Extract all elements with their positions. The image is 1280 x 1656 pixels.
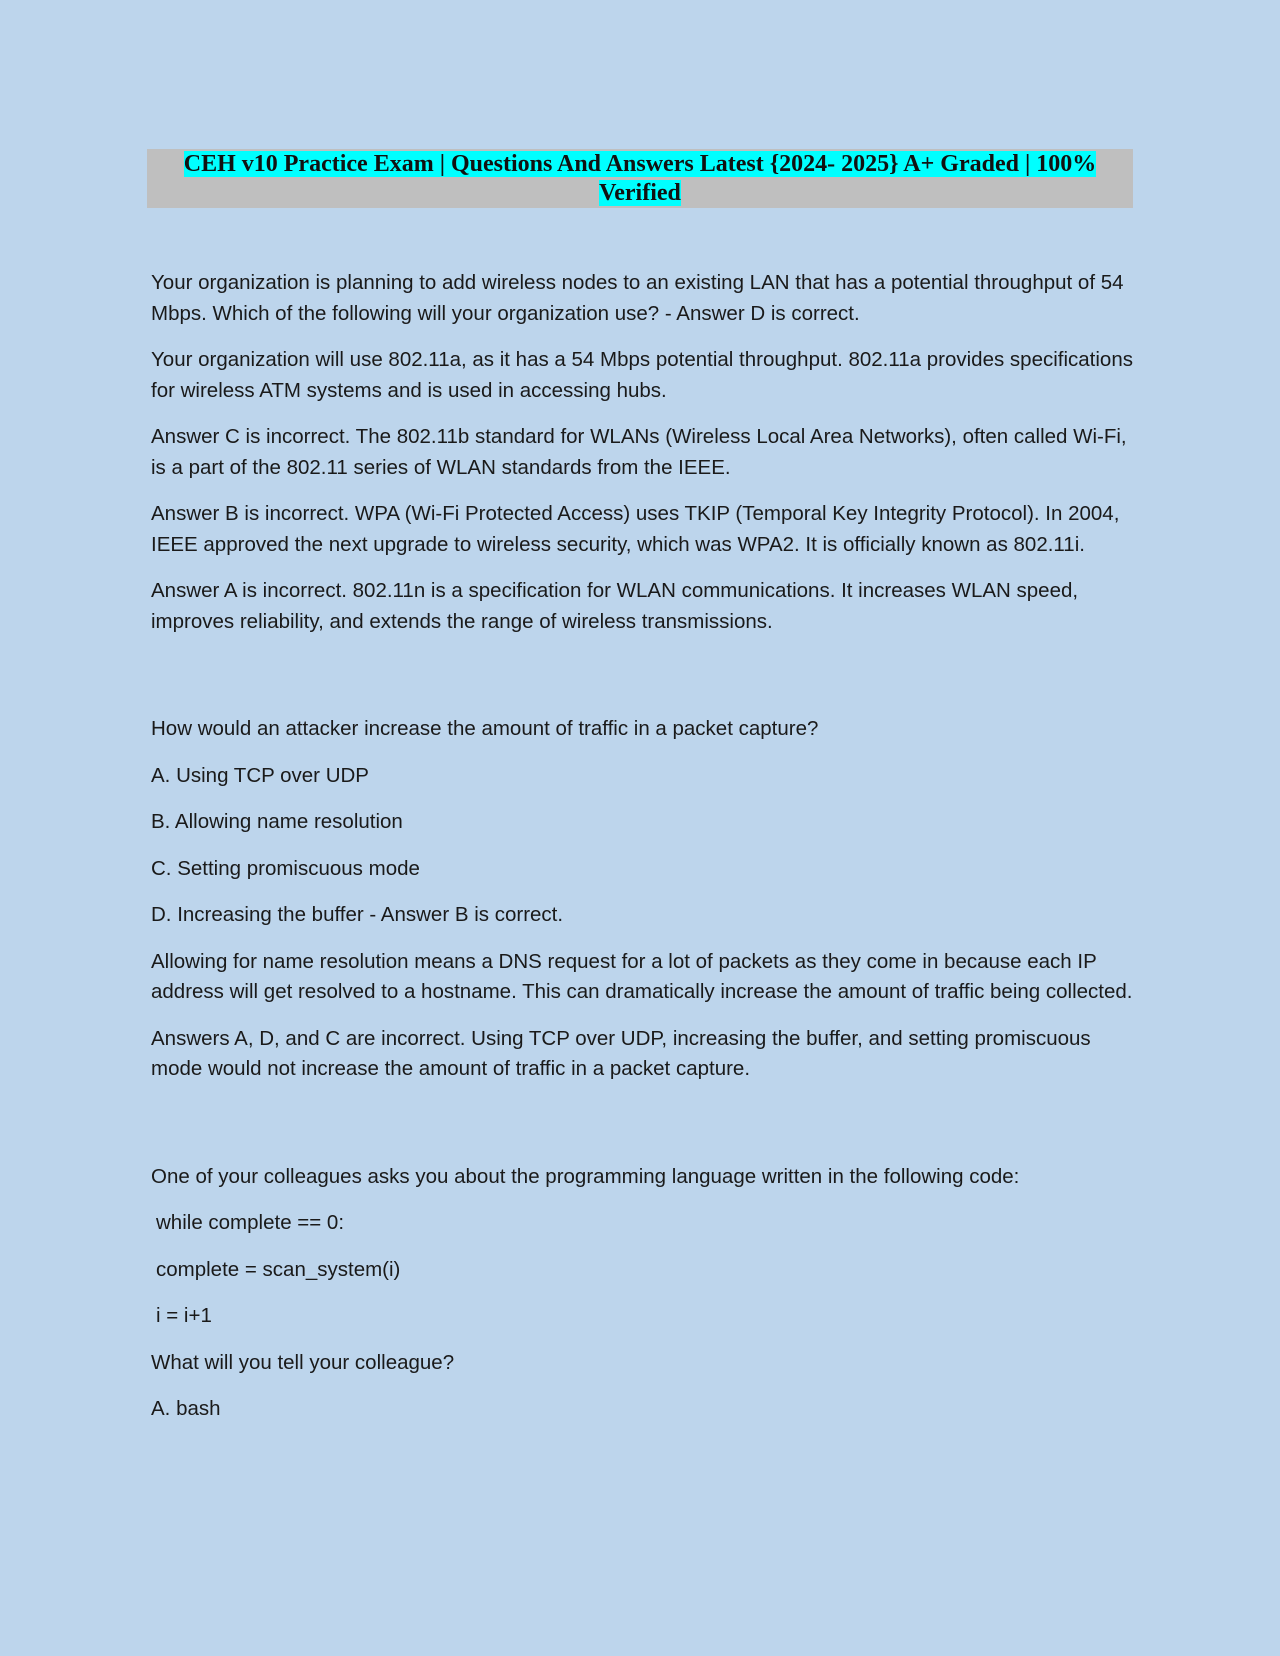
q2-option-b: B. Allowing name resolution <box>151 810 403 833</box>
title-line-2: Verified <box>599 180 681 206</box>
q2-option-d: D. Increasing the buffer - Answer B is correct. <box>151 903 564 926</box>
q1-explanation: Your organization will use 802.11a, as it has a 54 Mbps potential throughput. 802.11a provides specifications for wireless ATM systems and is used in accessing hubs. <box>151 348 1133 402</box>
q2-explanation: Allowing for name resolution means a DNS request for a lot of packets as they come in because each IP address will get resolved to a hostname. This can dramatically increase the amount of traffic being collected. <box>151 949 1133 1003</box>
q3-prompt: What will you tell your colleague? <box>151 1350 455 1374</box>
q3-question: One of your colleagues asks you about the programming language written in the following code: <box>151 1164 1020 1188</box>
q3-option-a: A. bash <box>151 1397 221 1420</box>
section-spacer <box>151 1101 1136 1162</box>
document-body <box>151 268 1136 1441</box>
q1-incorrect-a: Answer A is incorrect. 802.11n is a specification for WLAN communications. It increases WLAN speed, improves reliability, and extends the range of wireless transmissions. <box>151 579 1079 633</box>
q1-incorrect-b: Answer B is incorrect. WPA (Wi-Fi Protected Access) uses TKIP (Temporal Key Integrity Protocol). In 2004, IEEE approved the next upgrade to wireless security, which was WPA2. It is officially known as 802.11i. <box>151 502 1120 556</box>
q3-code-line-1: while complete == 0: <box>156 1211 345 1234</box>
q2-option-c: C. Setting promiscuous mode <box>151 856 420 880</box>
q1-incorrect-c: Answer C is incorrect. The 802.11b standard for WLANs (Wireless Local Area Networks), often called Wi-Fi, is a part of the 802.11 series of WLAN standards from the IEEE. <box>151 425 1127 479</box>
q2-incorrect: Answers A, D, and C are incorrect. Using TCP over UDP, increasing the buffer, and setting promiscuous mode would not increase the amount of traffic in a packet capture. <box>151 1026 1091 1080</box>
section-spacer <box>151 653 1136 714</box>
q3-code-line-2: complete = scan_system(i) <box>156 1257 401 1281</box>
title-line-1: CEH v10 Practice Exam | Questions And Answers Latest {2024- 2025} A+ Graded | 100% <box>183 151 1097 177</box>
q3-code-line-3: i = i+1 <box>156 1304 212 1327</box>
q1-question: Your organization is planning to add wireless nodes to an existing LAN that has a potential throughput of 54 Mbps. Which of the following will your organization use? - Answer D is correct. <box>151 271 1124 325</box>
document-title <box>147 149 1133 208</box>
q2-option-a: A. Using TCP over UDP <box>151 763 369 787</box>
q2-question: How would an attacker increase the amount of traffic in a packet capture? <box>151 717 819 740</box>
